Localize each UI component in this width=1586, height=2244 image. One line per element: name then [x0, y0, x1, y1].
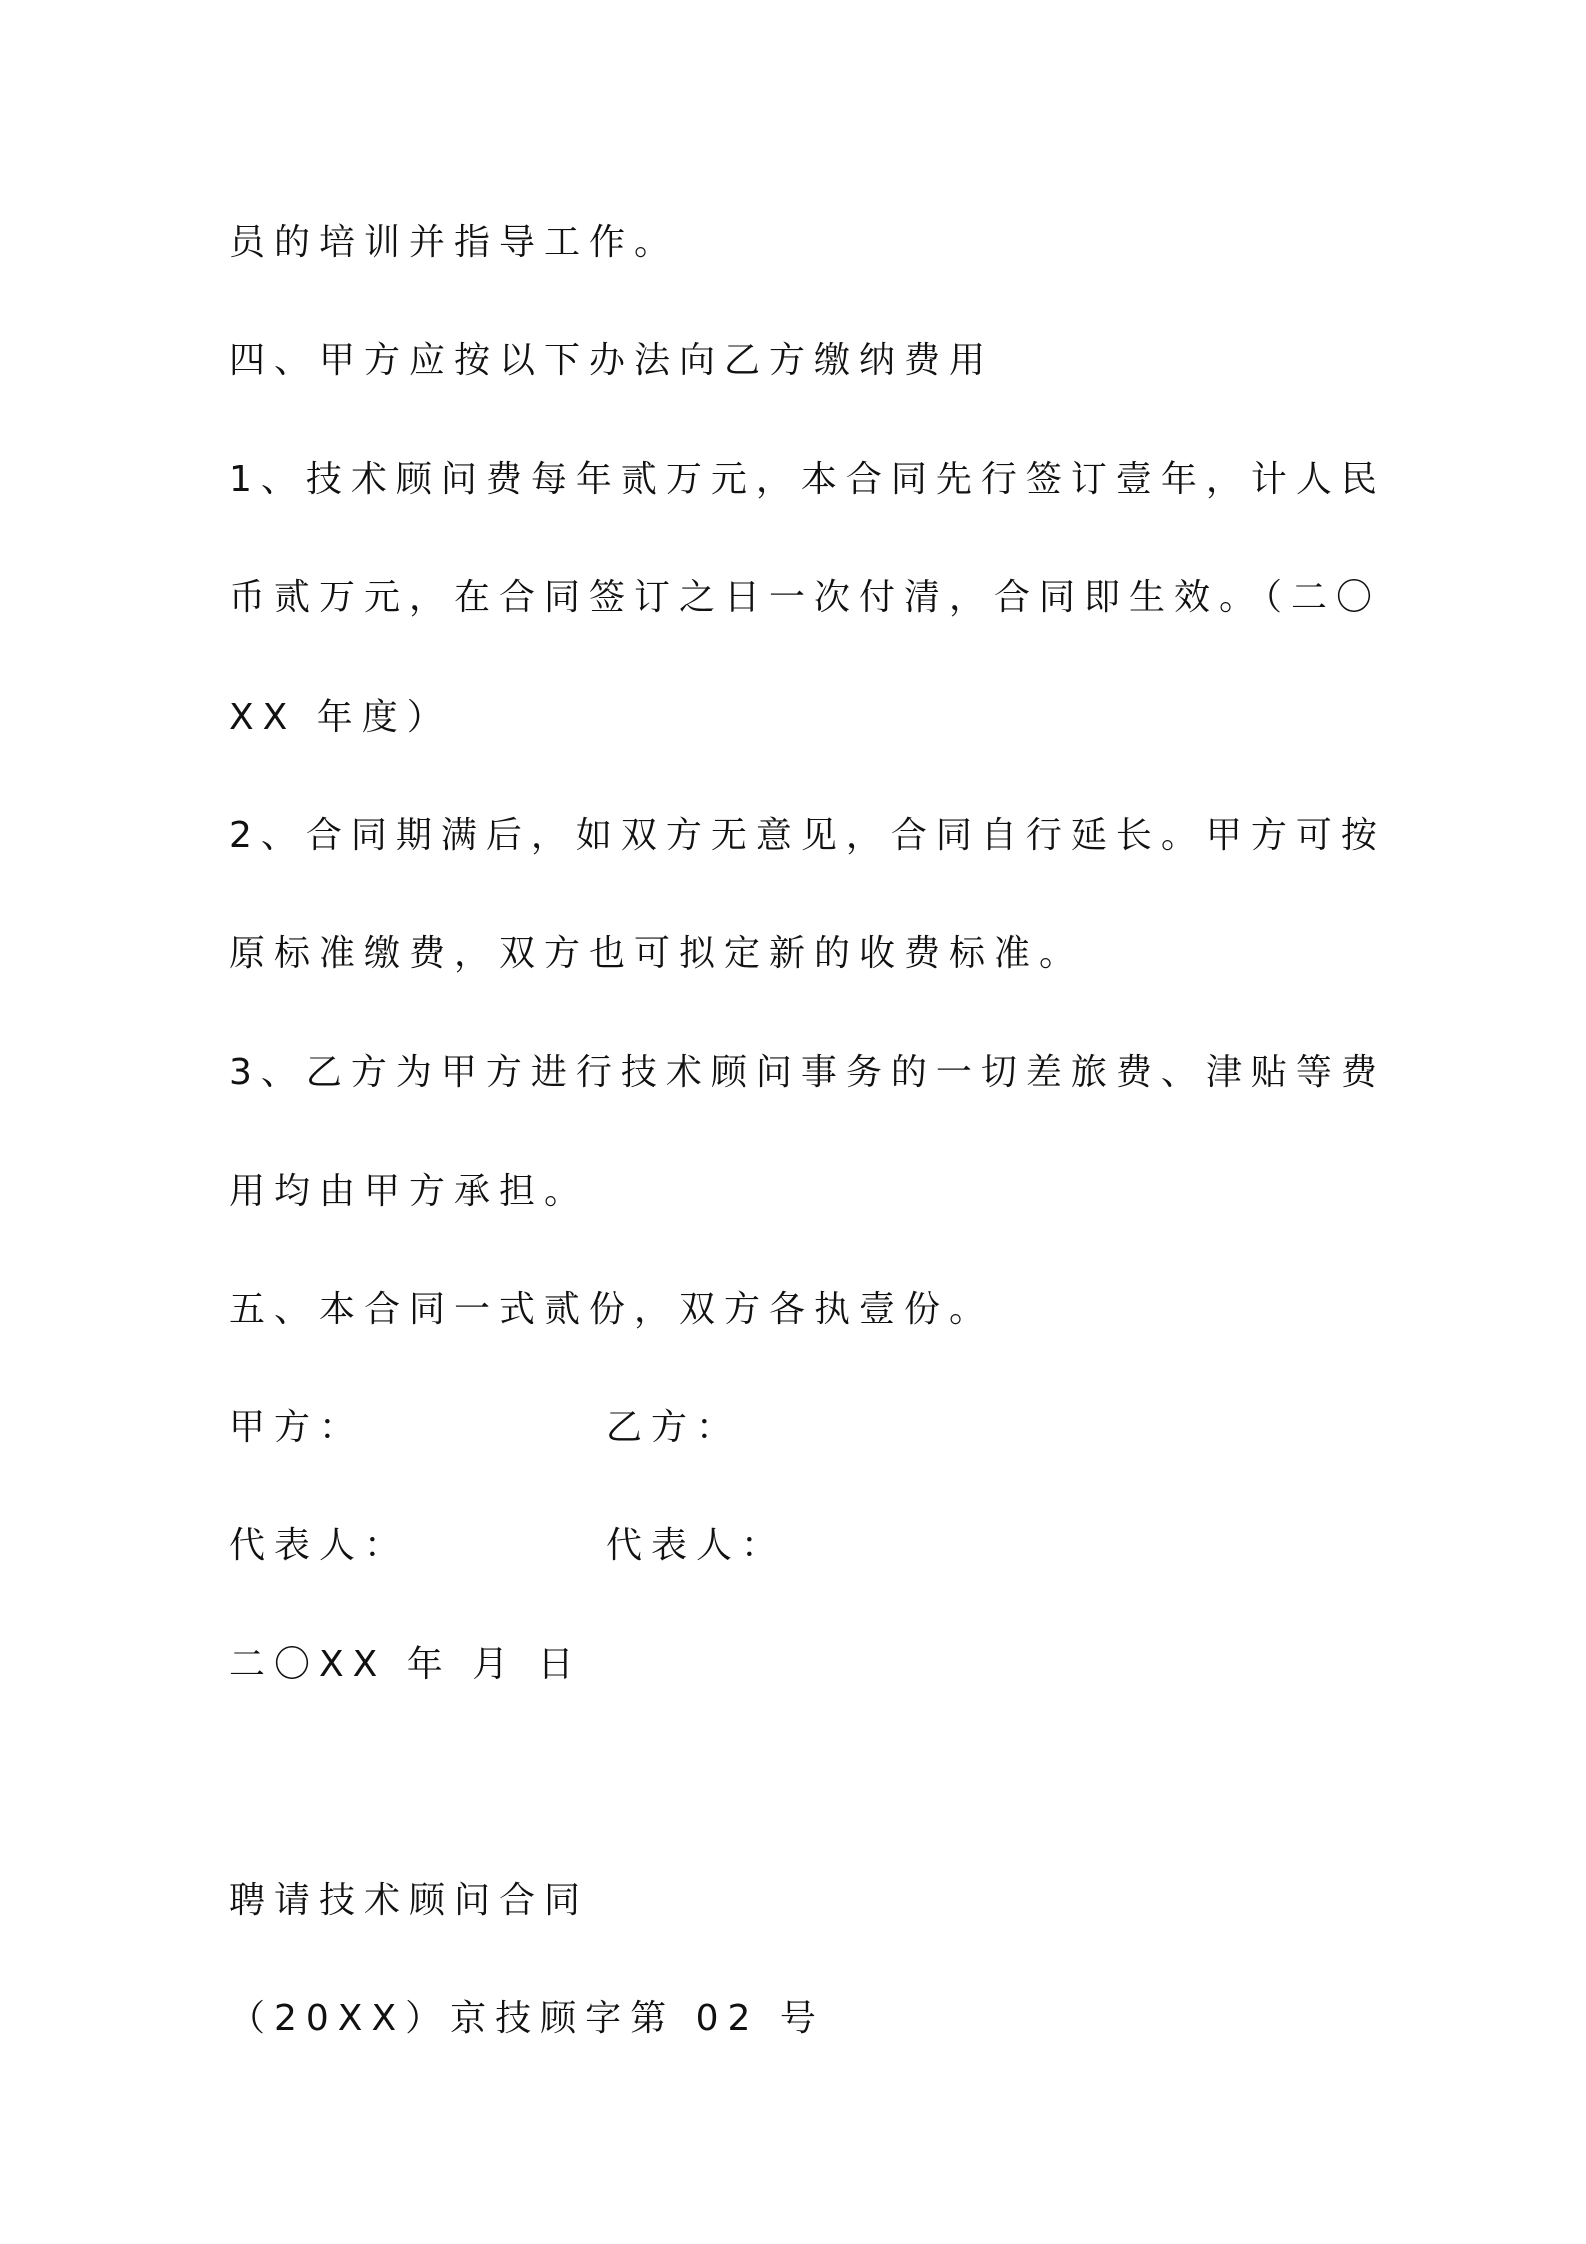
section-heading: 四、甲方应按以下办法向乙方缴纳费用 — [229, 340, 995, 381]
paragraph-line: 用均由甲方承担。 — [229, 1171, 590, 1212]
signature-date: 二〇XX 年 月 日 — [229, 1644, 583, 1685]
representative-b-label: 代表人： — [606, 1525, 787, 1566]
representative-a-label: 代表人： — [229, 1525, 410, 1566]
paragraph-line: 原标准缴费，双方也可拟定新的收费标准。 — [229, 933, 1085, 974]
section-heading: 五、本合同一式贰份，双方各执壹份。 — [229, 1289, 995, 1330]
paragraph-line: 3、乙方为甲方进行技术顾问事务的一切差旅费、津贴等费 — [229, 1052, 1386, 1093]
paragraph-line: 2、合同期满后，如双方无意见，合同自行延长。甲方可按 — [229, 815, 1386, 856]
party-b-label: 乙方： — [606, 1407, 742, 1448]
paragraph-line: XX 年度） — [229, 697, 452, 738]
paragraph-line: 员的培训并指导工作。 — [229, 222, 680, 263]
paragraph-line: 币贰万元，在合同签订之日一次付清，合同即生效。（二〇 — [229, 577, 1382, 618]
paragraph-line: 1、技术顾问费每年贰万元，本合同先行签订壹年，计人民 — [229, 459, 1386, 500]
contract-number: （20XX）京技顾字第 02 号 — [229, 1998, 825, 2039]
contract-title: 聘请技术顾问合同 — [229, 1880, 590, 1921]
party-a-label: 甲方： — [229, 1407, 365, 1448]
